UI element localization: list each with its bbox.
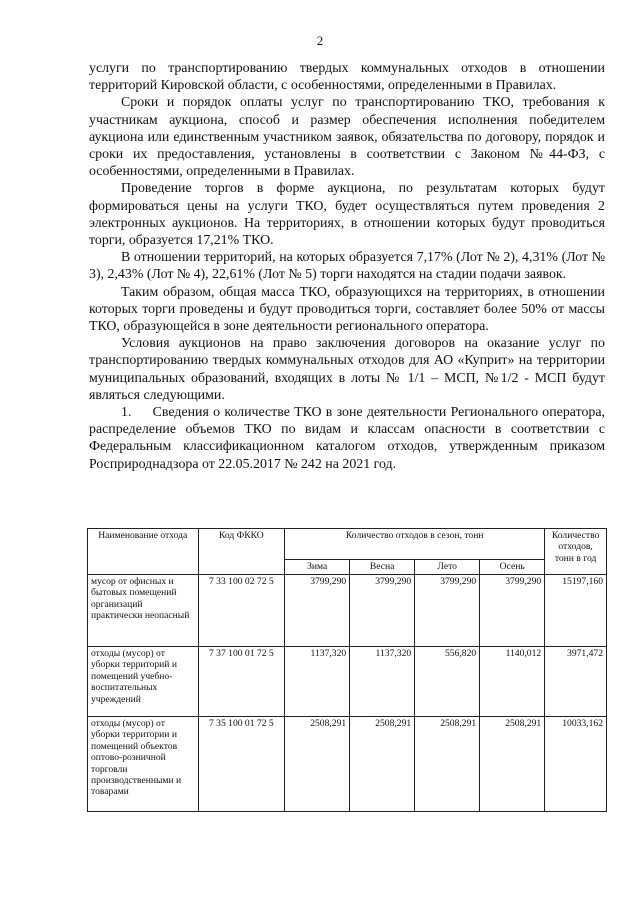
paragraph: Сроки и порядок оплаты услуг по транспортированию ТКО, требования к участникам аукциона, способ и размер обеспечения исполнения победителем аукциона или единственным участником заявок, обязательства по договору, порядок и сроки их предоставления, установлены в соответствии с Законом №44-ФЗ, с особенностями, определенными в Правилах.: [89, 95, 605, 180]
winter-value-cell: 1137,320: [285, 647, 350, 717]
spring-value-cell: 2508,291: [350, 717, 415, 812]
winter-value-cell: 2508,291: [285, 717, 350, 812]
winter-value-cell: 3799,290: [285, 575, 350, 647]
summer-value-cell: 3799,290: [415, 575, 480, 647]
header-season-winter: Зима: [285, 560, 350, 575]
paragraph: 1. Сведения о количестве ТКО в зоне деятельности Регионального оператора, распределение объемов ТКО по видам и классам опасности в соответствии с Федеральным классификационном каталогом отходов, утвержденным приказом Росприроднадзора от 22.05.2017 № 242 на 2021 год.: [89, 405, 605, 472]
waste-name-cell: отходы (мусор) от уборки территории и помещений объектов оптово-розничной торговли производственными и товарами: [88, 717, 199, 812]
waste-name-cell: отходы (мусор) от уборки территорий и помещений учебно-воспитательных учреждений: [88, 647, 199, 717]
annual-total-cell: 15197,160: [545, 575, 607, 647]
waste-name-cell: мусор от офисных и бытовых помещений организаций практически неопасный: [88, 575, 199, 647]
waste-volume-table: [87, 528, 607, 812]
paragraph: Проведение торгов в форме аукциона, по результатам которых будут формироваться цены на услуги ТКО, будет осуществляться путем проведения 2 электронных аукционов. На территориях, в отношении которых будут проводиться торги, образуется 17,21% ТКО.: [89, 181, 605, 249]
document-body: [89, 60, 605, 473]
paragraph: Таким образом, общая масса ТКО, образующихся на территориях, в отношении которых торги проведены и будут проводиться торги, составляет более 50% от массы ТКО, образующейся в зоне деятельности регионального оператора.: [89, 284, 605, 335]
header-annual-total: Количество отходов, тонн в год: [545, 529, 607, 575]
summer-value-cell: 556,820: [415, 647, 480, 717]
spring-value-cell: 1137,320: [350, 647, 415, 717]
annual-total-cell: 3971,472: [545, 647, 607, 717]
table-row: [88, 717, 607, 812]
table-row: [88, 647, 607, 717]
spring-value-cell: 3799,290: [350, 575, 415, 647]
fkko-code-cell: 7 37 100 01 72 5: [198, 647, 285, 717]
autumn-value-cell: 1140,012: [480, 647, 545, 717]
summer-value-cell: 2508,291: [415, 717, 480, 812]
header-season-autumn: Осень: [480, 560, 545, 575]
header-season-amount: Количество отходов в сезон, тонн: [285, 529, 545, 560]
paragraph: Условия аукционов на право заключения договоров на оказание услуг по транспортированию твердых коммунальных отходов для АО «Куприт» на территории муниципальных образований, входящих в лоты № 1/1 – МСП, №1/2 - МСП будут являться следующими.: [89, 336, 605, 403]
annual-total-cell: 10033,162: [545, 717, 607, 812]
header-season-summer: Лето: [415, 560, 480, 575]
fkko-code-cell: 7 33 100 02 72 5: [198, 575, 285, 647]
header-fkko-code: Код ФККО: [198, 529, 285, 575]
paragraph: В отношении территорий, на которых образуется 7,17% (Лот № 2), 4,31% (Лот № 3), 2,43% (Лот № 4), 22,61% (Лот № 5) торги находятся на стадии подачи заявок.: [89, 250, 605, 283]
paragraph: услуги по транспортированию твердых коммунальных отходов в отношении территорий Кировской области, с особенностями, определенными в Правилах.: [89, 61, 605, 94]
header-waste-name: Наименование отхода: [88, 529, 199, 575]
autumn-value-cell: 3799,290: [480, 575, 545, 647]
fkko-code-cell: 7 35 100 01 72 5: [198, 717, 285, 812]
table-row: [88, 575, 607, 647]
autumn-value-cell: 2508,291: [480, 717, 545, 812]
page-number: 2: [316, 33, 324, 48]
header-season-spring: Весна: [350, 560, 415, 575]
